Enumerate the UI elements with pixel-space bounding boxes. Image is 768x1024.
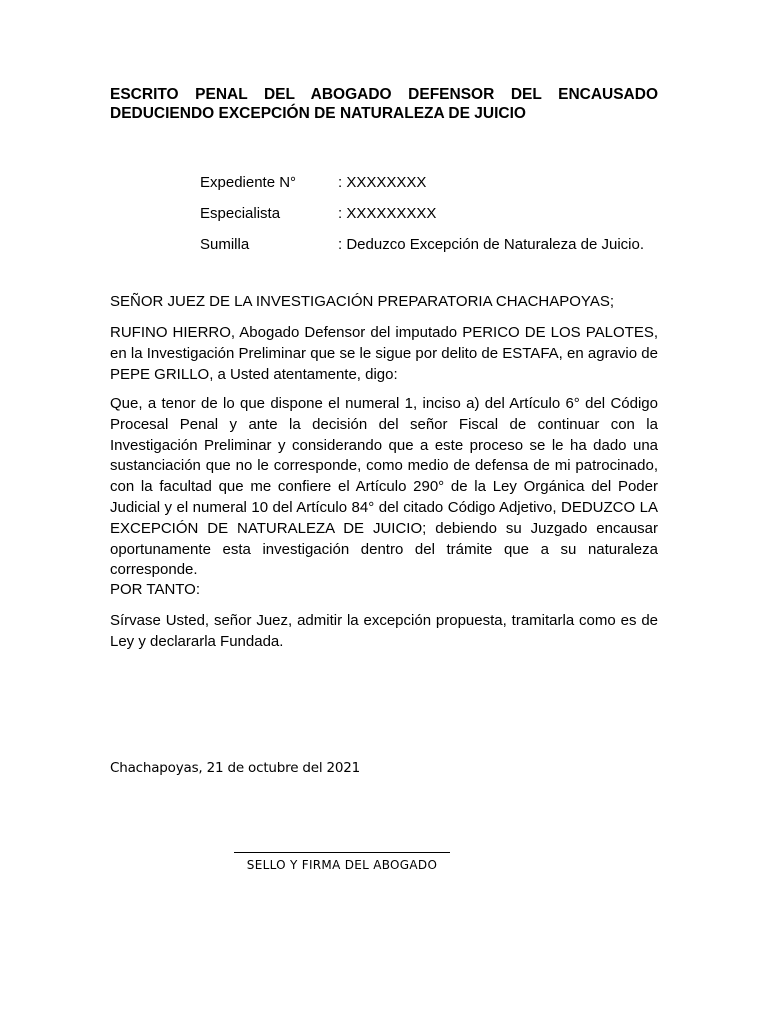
document-title	[110, 85, 658, 123]
meta-label: Expediente N°	[200, 174, 297, 191]
meta-row-sumilla	[200, 229, 644, 260]
meta-label: Sumilla	[200, 236, 250, 253]
addressee-line: SEÑOR JUEZ DE LA INVESTIGACIÓN PREPARATORIA CHACHAPOYAS;	[110, 293, 615, 310]
signature-line	[234, 852, 450, 853]
argument-paragraph: Que, a tenor de lo que dispone el numeral 1, inciso a) del Artículo 6° del Código Procesal Penal y ante la decisión del señor Fiscal de continuar con la Investigación Preliminar y considerando que a este proceso se le ha dado una sustanciación que no le corresponde, como medio de defensa de mi patrocinado, con la facultad que me confiere el Artículo 290° de la Ley Orgánica del Poder Judicial y el numeral 10 del Artículo 84° del citado Código Adjetivo, DEDUZCO LA EXCEPCIÓN DE NATURALEZA DE JUICIO; debiendo su Juzgado encausar oportunamente esta investigación dentro del trámite que a su naturaleza corresponde.	[110, 395, 658, 579]
signature-label: SELLO Y FIRMA DEL ABOGADO	[246, 858, 438, 872]
case-metadata	[200, 167, 644, 260]
document-title-line-2: DEDUCIENDO EXCEPCIÓN DE NATURALEZA DE JUICIO	[110, 105, 526, 122]
por-tanto-heading: POR TANTO:	[110, 581, 201, 598]
meta-label: Especialista	[200, 205, 281, 222]
introduction-paragraph: RUFINO HIERRO, Abogado Defensor del imputado PERICO DE LOS PALOTES, en la Investigación Preliminar que se le sigue por delito de ESTAFA, en agravio de PEPE GRILLO, a Usted atentamente, digo:	[110, 324, 658, 383]
document-title-line-1: ESCRITO PENAL DEL ABOGADO DEFENSOR DEL ENCAUSADO	[110, 86, 658, 103]
meta-row-especialista	[200, 198, 644, 229]
date-line: Chachapoyas, 21 de octubre del 2021	[110, 760, 361, 776]
meta-value: : Deduzco Excepción de Naturaleza de Juicio.	[338, 236, 645, 253]
meta-value: : XXXXXXXX	[338, 174, 427, 191]
meta-row-expediente	[200, 167, 644, 198]
petition-paragraph: Sírvase Usted, señor Juez, admitir la excepción propuesta, tramitarla como es de Ley y declararla Fundada.	[110, 612, 658, 650]
meta-value: : XXXXXXXXX	[338, 205, 437, 222]
